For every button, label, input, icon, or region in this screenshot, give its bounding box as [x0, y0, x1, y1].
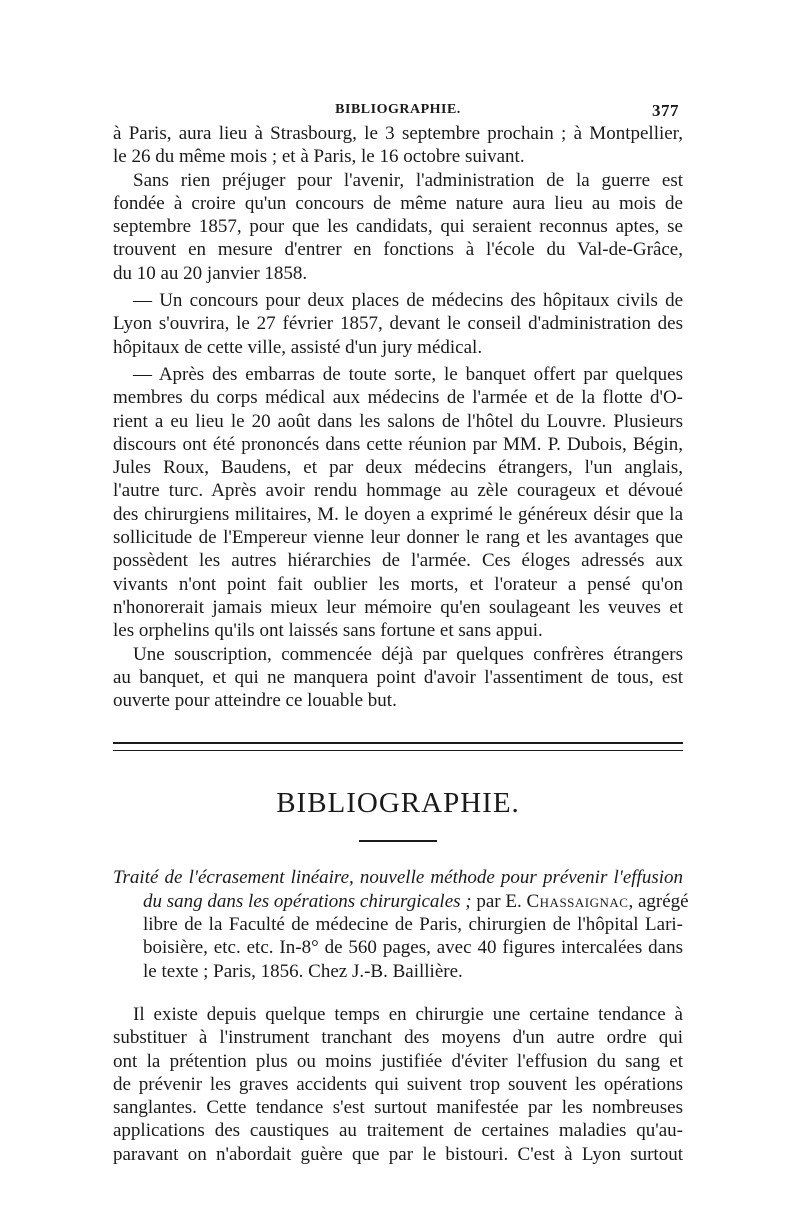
entry-line: le texte ; Paris, 1856. Chez J.-B. Baillière.	[143, 960, 463, 982]
text-line: applications des caustiques au traitement de certaines maladies qu'au-	[113, 1120, 683, 1142]
text-line: hôpitaux de cette ville, assisté d'un jury médical.	[113, 336, 483, 358]
section-divider	[113, 742, 683, 751]
text-line: de prévenir les graves accidents qui suivent trop souvent les opérations	[113, 1073, 683, 1095]
entry-author-suffix: , agrégé	[628, 890, 689, 912]
text-line: rient a eu lieu le 20 août dans les salons de l'hôtel du Louvre. Plusieurs	[113, 410, 683, 432]
news-paragraph-1	[113, 122, 683, 169]
text-line: septembre 1857, pour que les candidats, qui seraient reconnus aptes, se	[113, 216, 683, 238]
text-line: Sans rien préjuger pour l'avenir, l'administration de la guerre est	[133, 169, 683, 191]
running-head	[113, 96, 683, 122]
text-line: membres du corps médical aux médecins de l'armée et de la flotte d'O-	[113, 387, 683, 409]
entry-line: libre de la Faculté de médecine de Paris, chirurgien de l'hôpital Lari-	[143, 914, 683, 936]
entry-line: boisière, etc. etc. In-8° de 560 pages, avec 40 figures intercalées dans	[143, 937, 683, 959]
news-paragraph-2	[113, 169, 683, 285]
entry-title: Traité de l'écrasement linéaire, nouvelle méthode pour prévenir l'effusion	[113, 867, 683, 889]
entry-author: Chassaignac	[526, 890, 629, 912]
text-line: ouverte pour atteindre ce louable but.	[113, 690, 397, 712]
text-line: — Après des embarras de toute sorte, le banquet offert par quelques	[133, 363, 683, 385]
news-paragraph-3	[113, 289, 683, 359]
text-line: le 26 du même mois ; et à Paris, le 16 octobre suivant.	[113, 146, 525, 168]
news-paragraph-5	[113, 643, 683, 713]
title-underline	[359, 840, 437, 842]
text-line: discours ont été prononcés dans cette réunion par MM. P. Dubois, Bégin,	[113, 433, 683, 455]
text-line: du 10 au 20 janvier 1858.	[113, 262, 308, 284]
entry-title-italic: du sang dans les opérations chirurgicales ;	[143, 890, 472, 912]
text-line: n'honorerait jamais mieux leur mémoire qu'en soulageant les veuves et	[113, 596, 683, 618]
text-line: des chirurgiens militaires, M. le doyen a exprimé le généreux désir que la	[113, 503, 683, 525]
text-line: possèdent les autres hiérarchies de l'armée. Ces éloges adressés aux	[113, 550, 683, 572]
text-line: ont la prétention plus ou moins justifiée d'éviter l'effusion du sang et	[113, 1050, 683, 1072]
text-line: Une souscription, commencée déjà par quelques confrères étrangers	[133, 643, 683, 665]
text-line: paravant on n'abordait guère que par le bistouri. C'est à Lyon surtout	[113, 1143, 683, 1165]
text-line: — Un concours pour deux places de médecins des hôpitaux civils de	[133, 290, 683, 312]
text-line: l'autre turc. Après avoir rendu hommage au zèle courageux et dévoué	[113, 480, 683, 502]
entry-by: par E.	[471, 890, 527, 912]
text-line: Lyon s'ouvrira, le 27 février 1857, devant le conseil d'administration des	[113, 313, 683, 335]
text-line: substituer à l'instrument tranchant des moyens d'un autre ordre qui	[113, 1027, 683, 1049]
text-line: sanglantes. Cette tendance s'est surtout manifestée par les nombreuses	[113, 1097, 683, 1119]
text-line: Jules Roux, Baudens, et par deux médecins étrangers, l'un anglais,	[113, 457, 683, 479]
text-line: à Paris, aura lieu à Strasbourg, le 3 septembre prochain ; à Montpellier,	[113, 123, 683, 144]
entry-title-continued	[113, 890, 689, 913]
text-line: fondée à croire qu'un concours de même nature aura lieu au mois de	[113, 192, 683, 214]
text-line: les orphelins qu'ils ont laissés sans fortune et sans appui.	[113, 620, 543, 642]
text-line: sollicitude de l'Empereur vienne leur donner le rang et les avantages que	[113, 527, 683, 549]
review-paragraph	[113, 1003, 683, 1166]
text-line: vivants n'ont point fait oublier les morts, et l'orateur a pensé qu'on	[113, 573, 683, 595]
running-title: BIBLIOGRAPHIE.	[335, 102, 461, 117]
document-page	[113, 96, 689, 1166]
page-number: 377	[652, 101, 679, 120]
bibliography-entry	[113, 866, 689, 982]
text-line: Il existe depuis quelque temps en chirurgie une certaine tendance à	[133, 1003, 683, 1025]
news-paragraph-4	[113, 363, 683, 643]
section-title: BIBLIOGRAPHIE.	[276, 787, 520, 820]
text-line: au banquet, et qui ne manquera point d'avoir l'assentiment de tous, est	[113, 666, 683, 688]
text-line: trouvent en mesure d'entrer en fonctions à l'école du Val-de-Grâce,	[113, 239, 683, 261]
